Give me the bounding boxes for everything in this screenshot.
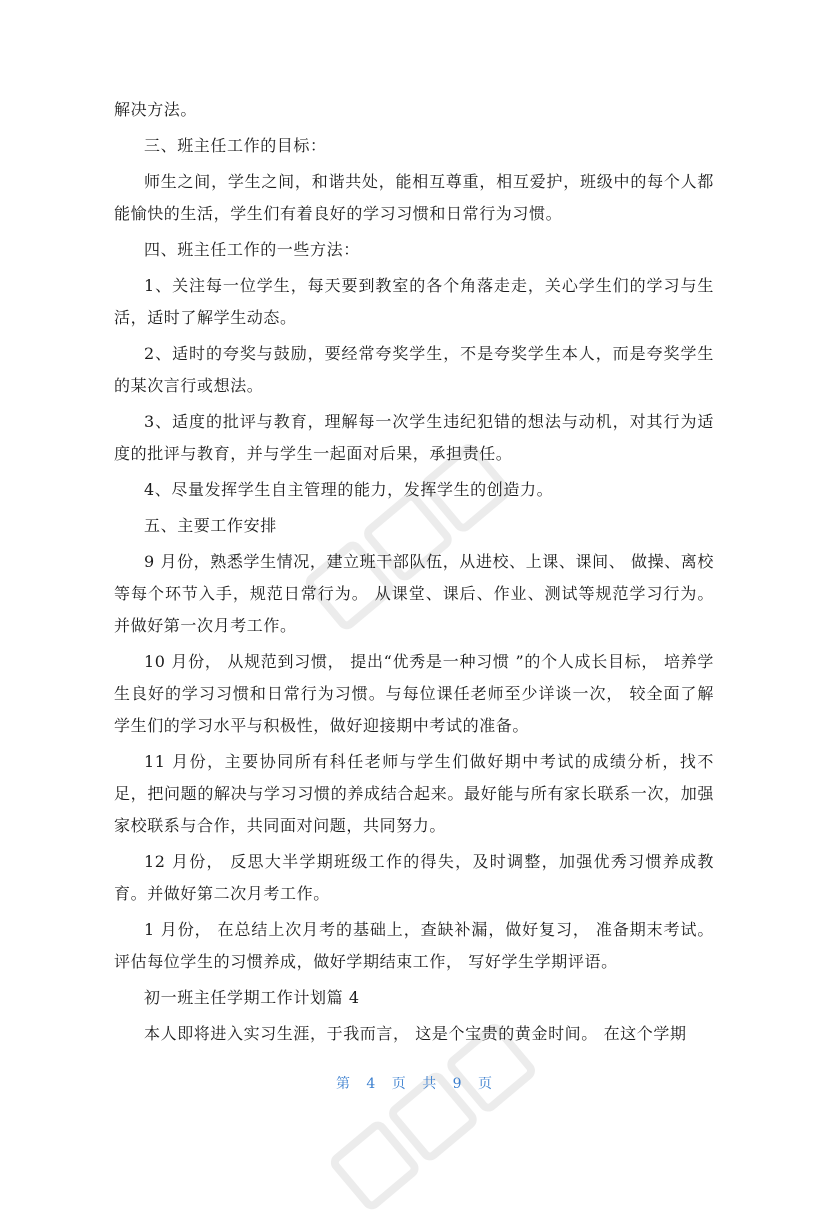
paragraph: 10 月份， 从规范到习惯， 提出“优秀是一种习惯 ”的个人成长目标， 培养学生良好的学习习惯和日常行为习惯。与每位课任老师至少详谈一次， 较全面了解学生们的学习水平与积极性，做好迎接期中考试的准备。 [114, 652, 714, 735]
paragraph: 11 月份，主要协同所有科任老师与学生们做好期中考试的成绩分析，找不足，把问题的解决与学习习惯的养成结合起来。最好能与所有家长联系一次，加强家校联系与合作，共同面对问题，共同努力。 [114, 752, 714, 835]
page-number: 第 4 页 共 9 页 [335, 1076, 495, 1092]
paragraph: 解决方法。 [114, 100, 198, 119]
paragraph: 12 月份， 反思大半学期班级工作的得失，及时调整，加强优秀习惯养成教育。并做好第二次月考工作。 [114, 852, 714, 903]
list-item: 4、尽量发挥学生自主管理的能力，发挥学生的创造力。 [144, 480, 554, 499]
list-item: 1、关注每一位学生，每天要到教室的各个角落走走，关心学生们的学习与生活，适时了解学生动态。 [114, 276, 714, 327]
paragraph: 师生之间，学生之间，和谐共处，能相互尊重，相互爱护，班级中的每个人都能愉快的生活，学生们有着良好的学习习惯和日常行为习惯。 [114, 172, 714, 223]
paragraph: 1 月份， 在总结上次月考的基础上，查缺补漏，做好复习， 准备期末考试。评估每位学生的习惯养成，做好学期结束工作， 写好学生学期评语。 [114, 920, 714, 971]
list-item: 2、适时的夸奖与鼓励，要经常夸奖学生，不是夸奖学生本人，而是夸奖学生的某次言行或想法。 [114, 344, 714, 395]
document-body [114, 94, 714, 1054]
list-item: 3、适度的批评与教育，理解每一次学生违纪犯错的想法与动机，对其行为适度的批评与教育，并与学生一起面对后果，承担责任。 [114, 412, 714, 463]
section-heading: 四、班主任工作的一些方法： [144, 240, 360, 259]
paragraph: 9 月份，熟悉学生情况，建立班干部队伍，从进校、上课、课间、 做操、离校等每个环节入手，规范日常行为。 从课堂、课后、作业、测试等规范学习行为。并做好第一次月考工作。 [114, 552, 714, 635]
article-title: 初一班主任学期工作计划篇 4 [144, 988, 360, 1007]
paragraph: 本人即将进入实习生涯，于我而言， 这是个宝贵的黄金时间。 在这个学期 [144, 1024, 687, 1043]
section-heading: 五、主要工作安排 [144, 516, 277, 535]
section-heading: 三、班主任工作的目标： [144, 136, 327, 155]
